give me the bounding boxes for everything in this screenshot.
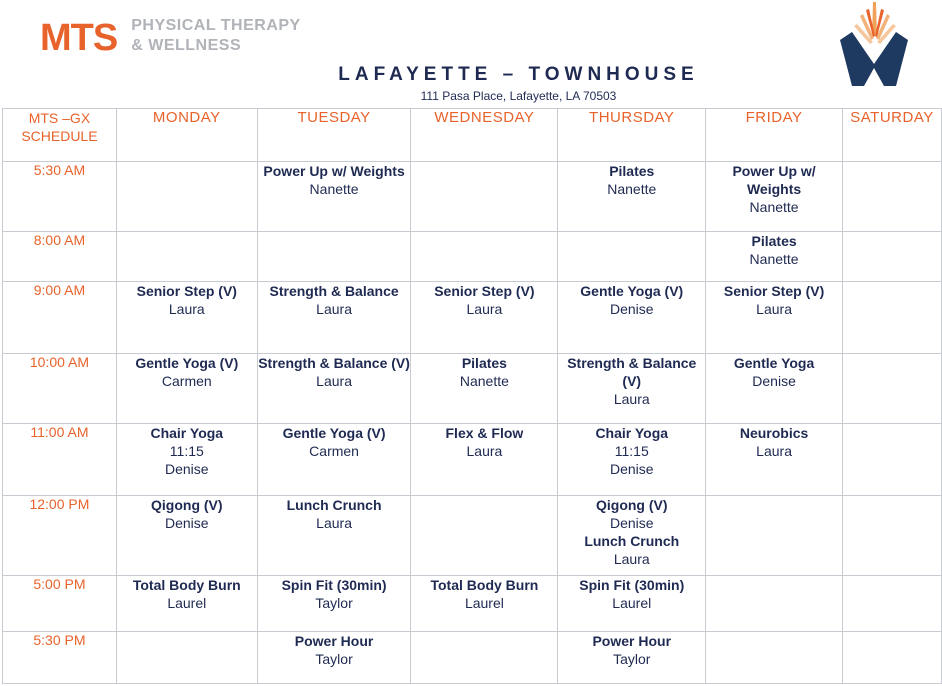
schedule-corner [3, 109, 117, 162]
day-header-friday: FRIDAY [706, 109, 843, 162]
class-name: Gentle Yoga (V) [580, 283, 684, 299]
instructor-name: Carmen [161, 373, 212, 389]
instructor-name: Laura [756, 443, 792, 459]
schedule-row [3, 354, 942, 424]
class-cell [706, 354, 843, 424]
class-cell [842, 632, 941, 684]
class-cell [411, 424, 558, 496]
instructor-name: Laura [316, 515, 352, 531]
instructor-name: 11:15 [614, 443, 649, 459]
instructor-name: Laura [613, 391, 650, 407]
class-cell [257, 162, 411, 232]
class-cell [842, 424, 941, 496]
instructor-name: Laura [466, 443, 503, 459]
class-cell [706, 162, 843, 232]
instructor-name: Laura [316, 373, 352, 389]
class-name: Qigong (V) [151, 497, 223, 513]
class-cell [257, 576, 411, 632]
class-cell [558, 496, 706, 576]
time-slot: 12:00 PM [3, 496, 117, 576]
instructor-name: Laura [756, 301, 792, 317]
class-cell [558, 632, 706, 684]
instructor-name: Laura [613, 551, 650, 567]
day-header-wednesday: WEDNESDAY [411, 109, 558, 162]
class-cell [116, 232, 257, 282]
class-cell [257, 354, 411, 424]
time-slot: 8:00 AM [3, 232, 117, 282]
instructor-name: Denise [609, 461, 654, 477]
schedule-row [3, 232, 942, 282]
class-cell [842, 232, 941, 282]
class-name: Neurobics [739, 425, 809, 441]
class-name: Pilates [609, 163, 655, 179]
class-name: Pilates [751, 233, 797, 249]
instructor-name: Denise [164, 461, 209, 477]
schedule-row [3, 632, 942, 684]
instructor-name: Taylor [613, 651, 651, 667]
class-cell [257, 496, 411, 576]
class-cell [411, 162, 558, 232]
class-cell [411, 354, 558, 424]
class-cell [257, 282, 411, 354]
class-cell [116, 424, 257, 496]
time-slot: 10:00 AM [3, 354, 117, 424]
class-cell [116, 162, 257, 232]
instructor-name: Nanette [607, 181, 657, 197]
class-name: Spin Fit (30min) [281, 577, 387, 593]
instructor-name: Laura [466, 301, 503, 317]
class-name: Senior Step (V) [434, 283, 535, 299]
class-cell [706, 496, 843, 576]
corner-line-1: MTS –GX [28, 110, 91, 126]
mts-logo [40, 18, 301, 58]
class-cell [411, 496, 558, 576]
class-name: Lunch Crunch [584, 533, 680, 549]
class-cell [558, 162, 706, 232]
class-cell [558, 424, 706, 496]
class-name: Power Hour [294, 633, 374, 649]
class-cell [411, 282, 558, 354]
class-name: Gentle Yoga (V) [135, 355, 239, 371]
schedule-row [3, 282, 942, 354]
class-cell [842, 576, 941, 632]
class-name: Senior Step (V) [136, 283, 237, 299]
class-name: Gentle Yoga (V) [282, 425, 386, 441]
instructor-name: Laurel [464, 595, 504, 611]
time-slot: 5:00 PM [3, 576, 117, 632]
instructor-name: Taylor [315, 595, 353, 611]
instructor-name: Laurel [167, 595, 207, 611]
time-slot: 9:00 AM [3, 282, 117, 354]
instructor-name: Taylor [315, 651, 353, 667]
class-cell [842, 496, 941, 576]
class-name: Strength & Balance (V) [258, 355, 410, 371]
schedule-row [3, 424, 942, 496]
corner-line-2: SCHEDULE [21, 128, 98, 144]
instructor-name: Laura [168, 301, 205, 317]
instructor-name: Denise [752, 373, 796, 389]
class-cell [116, 496, 257, 576]
logo-mark: MTS [40, 17, 118, 59]
class-cell [706, 632, 843, 684]
class-name: Total Body Burn [430, 577, 539, 593]
instructor-name: Nanette [749, 251, 799, 267]
class-name: Chair Yoga [595, 425, 669, 441]
instructor-name: Laurel [612, 595, 652, 611]
header-row [3, 109, 942, 162]
class-cell [257, 424, 411, 496]
time-slot: 5:30 AM [3, 162, 117, 232]
class-name: Gentle Yoga [733, 355, 815, 371]
class-name: Power Up w/ Weights [263, 163, 405, 179]
class-name: Total Body Burn [132, 577, 241, 593]
class-cell [116, 632, 257, 684]
class-cell [558, 576, 706, 632]
class-cell [257, 232, 411, 282]
instructor-name: Carmen [309, 443, 359, 459]
schedule-table [2, 108, 942, 684]
class-name: Pilates [461, 355, 507, 371]
instructor-name: Denise [609, 301, 654, 317]
class-name: Qigong (V) [595, 497, 668, 513]
class-cell [842, 162, 941, 232]
logo-line-2: & WELLNESS [131, 37, 242, 54]
instructor-name: Nanette [749, 199, 799, 215]
day-header-tuesday: TUESDAY [257, 109, 411, 162]
class-cell [842, 282, 941, 354]
schedule-row [3, 576, 942, 632]
class-name: Strength & Balance (V) [567, 355, 697, 389]
class-cell [116, 576, 257, 632]
instructor-name: Nanette [459, 373, 509, 389]
day-header-saturday: SATURDAY [842, 109, 941, 162]
class-cell [558, 354, 706, 424]
class-cell [558, 232, 706, 282]
class-cell [411, 576, 558, 632]
instructor-name: Nanette [309, 181, 359, 197]
class-cell [706, 282, 843, 354]
day-header-thursday: THURSDAY [558, 109, 706, 162]
class-cell [411, 232, 558, 282]
instructor-name: Denise [609, 515, 654, 531]
time-slot: 5:30 PM [3, 632, 117, 684]
class-cell [411, 632, 558, 684]
day-header-monday: MONDAY [116, 109, 257, 162]
class-name: Spin Fit (30min) [579, 577, 685, 593]
instructor-name: Denise [164, 515, 209, 531]
class-cell [257, 632, 411, 684]
schedule-row [3, 496, 942, 576]
class-cell [706, 232, 843, 282]
class-name: Power Up w/ Weights [732, 163, 816, 197]
class-cell [706, 424, 843, 496]
class-name: Strength & Balance [269, 283, 399, 299]
logo-text [131, 16, 301, 56]
class-cell [116, 354, 257, 424]
instructor-name: Laura [316, 301, 352, 317]
class-name: Power Hour [592, 633, 672, 649]
location-title: LAFAYETTE – TOWNHOUSE [338, 64, 699, 85]
class-name: Chair Yoga [150, 425, 224, 441]
class-name: Flex & Flow [445, 425, 524, 441]
schedule-row [3, 162, 942, 232]
class-cell [842, 354, 941, 424]
class-name: Lunch Crunch [286, 497, 382, 513]
logo-line-1: PHYSICAL THERAPY [131, 17, 301, 34]
instructor-name: 11:15 [169, 443, 204, 459]
location-address: 111 Pasa Place, Lafayette, LA 70503 [420, 89, 617, 103]
class-name: Senior Step (V) [723, 283, 825, 299]
class-cell [558, 282, 706, 354]
time-slot: 11:00 AM [3, 424, 117, 496]
class-cell [706, 576, 843, 632]
class-cell [116, 282, 257, 354]
